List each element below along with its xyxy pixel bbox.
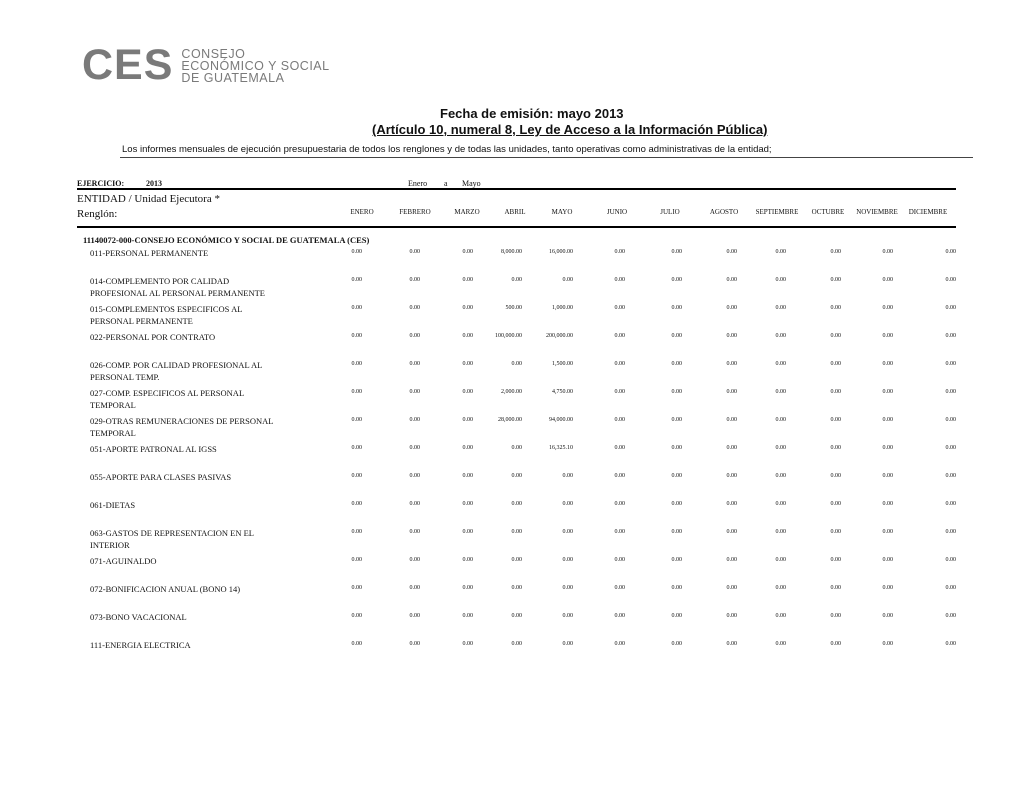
row-label: 051-APORTE PATRONAL AL IGSS — [90, 444, 217, 454]
issue-date-title: Fecha de emisión: mayo 2013 — [440, 106, 624, 121]
month-header: DICIEMBRE — [908, 208, 948, 216]
row-label: 071-AGUINALDO — [90, 556, 157, 566]
table-cell: 0.00 — [511, 361, 522, 367]
table-cell: 0.00 — [726, 333, 737, 339]
table-cell: 0.00 — [882, 249, 893, 255]
table-cell: 0.00 — [726, 473, 737, 479]
table-cell: 0.00 — [351, 277, 362, 283]
table-cell: 0.00 — [775, 417, 786, 423]
table-cell: 0.00 — [511, 557, 522, 563]
table-cell: 0.00 — [351, 641, 362, 647]
table-cell: 0.00 — [726, 361, 737, 367]
table-cell: 0.00 — [671, 557, 682, 563]
month-header: NOVIEMBRE — [856, 208, 898, 216]
table-cell: 0.00 — [562, 277, 573, 283]
row-label: 027-COMP. ESPECIFICOS AL PERSONAL TEMPORAL — [90, 388, 244, 410]
table-cell: 0.00 — [830, 473, 841, 479]
period-from: Enero — [408, 179, 428, 188]
table-cell: 0.00 — [562, 557, 573, 563]
table-cell: 0.00 — [830, 389, 841, 395]
table-cell: 0.00 — [882, 361, 893, 367]
table-cell: 0.00 — [409, 613, 420, 619]
table-cell: 0.00 — [409, 305, 420, 311]
table-cell: 0.00 — [562, 501, 573, 507]
table-cell: 0.00 — [462, 305, 473, 311]
table-cell: 0.00 — [726, 641, 737, 647]
table-cell: 0.00 — [351, 501, 362, 507]
table-cell: 0.00 — [409, 445, 420, 451]
table-cell: 0.00 — [351, 473, 362, 479]
table-cell: 0.00 — [882, 585, 893, 591]
table-cell: 0.00 — [462, 333, 473, 339]
table-cell: 8,000.00 — [501, 249, 522, 255]
table-cell: 0.00 — [614, 277, 625, 283]
table-cell: 0.00 — [351, 445, 362, 451]
table-cell: 0.00 — [671, 361, 682, 367]
table-cell: 0.00 — [351, 529, 362, 535]
table-cell: 0.00 — [462, 613, 473, 619]
table-cell: 0.00 — [726, 501, 737, 507]
period-separator: a — [444, 179, 448, 188]
table-cell: 0.00 — [351, 361, 362, 367]
table-cell: 2,000.00 — [501, 389, 522, 395]
table-cell: 0.00 — [511, 641, 522, 647]
table-cell: 0.00 — [945, 417, 956, 423]
table-cell: 0.00 — [462, 557, 473, 563]
table-cell: 0.00 — [351, 557, 362, 563]
table-cell: 0.00 — [409, 249, 420, 255]
table-cell: 0.00 — [830, 333, 841, 339]
row-label: 029-OTRAS REMUNERACIONES DE PERSONAL TEMPORAL — [90, 416, 274, 438]
table-cell: 0.00 — [409, 585, 420, 591]
table-cell: 0.00 — [775, 249, 786, 255]
table-cell: 0.00 — [882, 333, 893, 339]
table-cell: 0.00 — [726, 445, 737, 451]
month-header: ABRIL — [504, 208, 526, 216]
table-cell: 0.00 — [671, 333, 682, 339]
table-cell: 0.00 — [562, 529, 573, 535]
report-description: Los informes mensuales de ejecución presupuestaria de todos los renglones y de todas las unidades, tanto operativas como administrativas de la entidad; — [122, 144, 772, 155]
renglon-label: Renglón: — [77, 208, 118, 220]
table-cell: 0.00 — [562, 613, 573, 619]
table-cell: 0.00 — [945, 277, 956, 283]
row-label: 022-PERSONAL POR CONTRATO — [90, 332, 216, 342]
table-cell: 0.00 — [462, 641, 473, 647]
table-cell: 0.00 — [775, 361, 786, 367]
table-cell: 0.00 — [462, 277, 473, 283]
table-cell: 0.00 — [945, 473, 956, 479]
table-cell: 0.00 — [462, 585, 473, 591]
table-cell: 0.00 — [830, 501, 841, 507]
table-cell: 0.00 — [882, 473, 893, 479]
table-cell: 0.00 — [882, 277, 893, 283]
table-cell: 0.00 — [462, 249, 473, 255]
table-cell: 0.00 — [830, 613, 841, 619]
month-header: MAYO — [551, 208, 573, 216]
table-cell: 0.00 — [671, 417, 682, 423]
table-cell: 0.00 — [462, 417, 473, 423]
table-cell: 0.00 — [409, 361, 420, 367]
table-cell: 0.00 — [775, 333, 786, 339]
ejercicio-value: 2013 — [146, 179, 162, 188]
month-header: ENERO — [350, 208, 374, 216]
table-cell: 0.00 — [614, 501, 625, 507]
table-cell: 0.00 — [409, 529, 420, 535]
table-cell: 100,000.00 — [495, 333, 522, 339]
table-cell: 0.00 — [462, 473, 473, 479]
table-cell: 0.00 — [562, 641, 573, 647]
logo-text — [181, 48, 329, 84]
table-cell: 0.00 — [614, 361, 625, 367]
table-cell: 0.00 — [351, 585, 362, 591]
table-cell: 28,000.00 — [498, 417, 522, 423]
table-cell: 0.00 — [511, 445, 522, 451]
table-cell: 0.00 — [945, 333, 956, 339]
divider — [77, 188, 956, 190]
table-cell: 0.00 — [830, 361, 841, 367]
table-cell: 0.00 — [775, 305, 786, 311]
table-cell: 0.00 — [726, 305, 737, 311]
table-cell: 0.00 — [671, 613, 682, 619]
period-to: Mayo — [462, 179, 481, 188]
entity-name: 11140072-000-CONSEJO ECONÓMICO Y SOCIAL DE GUATEMALA (CES) — [83, 235, 370, 245]
table-cell: 0.00 — [882, 613, 893, 619]
table-cell: 0.00 — [882, 641, 893, 647]
table-cell: 0.00 — [830, 529, 841, 535]
table-cell: 0.00 — [882, 445, 893, 451]
table-cell: 1,500.00 — [552, 361, 573, 367]
month-header: FEBRERO — [399, 208, 431, 216]
row-label: 073-BONO VACACIONAL — [90, 612, 187, 622]
ces-logo — [82, 41, 330, 89]
divider — [77, 226, 956, 228]
table-cell: 0.00 — [775, 277, 786, 283]
table-cell: 0.00 — [511, 585, 522, 591]
row-label: 015-COMPLEMENTOS ESPECIFICOS AL PERSONAL PERMANENTE — [90, 304, 243, 326]
table-cell: 0.00 — [614, 613, 625, 619]
logo-mark: CES — [82, 41, 174, 89]
table-cell: 0.00 — [945, 445, 956, 451]
month-header: SEPTIEMBRE — [755, 208, 799, 216]
table-cell: 0.00 — [775, 501, 786, 507]
table-cell: 0.00 — [726, 585, 737, 591]
table-cell: 0.00 — [830, 445, 841, 451]
table-cell: 16,325.10 — [549, 445, 573, 451]
row-label: 011-PERSONAL PERMANENTE — [90, 248, 209, 258]
table-cell: 0.00 — [409, 389, 420, 395]
table-cell: 0.00 — [671, 641, 682, 647]
table-cell: 0.00 — [614, 585, 625, 591]
table-cell: 200,000.00 — [546, 333, 573, 339]
table-cell: 500.00 — [505, 305, 522, 311]
table-cell: 0.00 — [775, 585, 786, 591]
table-cell: 0.00 — [351, 389, 362, 395]
table-cell: 0.00 — [882, 557, 893, 563]
table-cell: 0.00 — [671, 249, 682, 255]
table-cell: 0.00 — [409, 277, 420, 283]
table-cell: 0.00 — [830, 277, 841, 283]
entidad-label: ENTIDAD / Unidad Ejecutora * — [77, 193, 220, 205]
table-cell: 0.00 — [614, 389, 625, 395]
table-cell: 0.00 — [945, 613, 956, 619]
table-cell: 0.00 — [671, 389, 682, 395]
table-cell: 0.00 — [562, 585, 573, 591]
table-cell: 0.00 — [462, 529, 473, 535]
table-cell: 0.00 — [351, 249, 362, 255]
table-cell: 0.00 — [409, 501, 420, 507]
table-cell: 0.00 — [671, 305, 682, 311]
table-cell: 0.00 — [830, 641, 841, 647]
table-cell: 0.00 — [945, 501, 956, 507]
table-cell: 4,750.00 — [552, 389, 573, 395]
month-header: JULIO — [660, 208, 680, 216]
law-article-subtitle: (Artículo 10, numeral 8, Ley de Acceso a la Información Pública) — [372, 122, 768, 137]
table-cell: 0.00 — [511, 277, 522, 283]
table-cell: 0.00 — [614, 417, 625, 423]
table-cell: 0.00 — [775, 557, 786, 563]
table-cell: 0.00 — [882, 501, 893, 507]
table-cell: 0.00 — [511, 501, 522, 507]
table-cell: 0.00 — [462, 445, 473, 451]
table-cell: 0.00 — [882, 529, 893, 535]
table-cell: 0.00 — [945, 389, 956, 395]
table-cell: 0.00 — [409, 473, 420, 479]
table-cell: 0.00 — [511, 613, 522, 619]
table-cell: 0.00 — [945, 557, 956, 563]
table-cell: 0.00 — [614, 557, 625, 563]
row-label: 061-DIETAS — [90, 500, 136, 510]
table-cell: 0.00 — [882, 305, 893, 311]
row-label: 014-COMPLEMENTO POR CALIDAD PROFESIONAL AL PERSONAL PERMANENTE — [90, 276, 265, 298]
table-cell: 0.00 — [726, 417, 737, 423]
table-cell: 0.00 — [614, 529, 625, 535]
table-cell: 0.00 — [614, 305, 625, 311]
table-cell: 0.00 — [945, 361, 956, 367]
table-cell: 0.00 — [945, 529, 956, 535]
table-cell: 0.00 — [830, 249, 841, 255]
table-cell: 0.00 — [614, 473, 625, 479]
month-header: AGOSTO — [709, 208, 739, 216]
table-cell: 0.00 — [511, 529, 522, 535]
table-cell: 0.00 — [726, 529, 737, 535]
table-cell: 0.00 — [614, 641, 625, 647]
table-cell: 0.00 — [945, 305, 956, 311]
table-cell: 0.00 — [671, 445, 682, 451]
table-cell: 0.00 — [409, 641, 420, 647]
table-cell: 0.00 — [775, 529, 786, 535]
month-header: JUNIO — [606, 208, 628, 216]
table-cell: 0.00 — [945, 585, 956, 591]
table-cell: 0.00 — [351, 417, 362, 423]
row-label: 063-GASTOS DE REPRESENTACION EN EL INTERIOR — [90, 528, 254, 550]
table-cell: 0.00 — [830, 305, 841, 311]
table-cell: 0.00 — [726, 277, 737, 283]
table-cell: 0.00 — [882, 417, 893, 423]
table-cell: 0.00 — [614, 445, 625, 451]
ejercicio-label: EJERCICIO: — [77, 179, 125, 188]
table-cell: 0.00 — [830, 585, 841, 591]
table-cell: 0.00 — [562, 473, 573, 479]
table-cell: 0.00 — [351, 613, 362, 619]
table-cell: 0.00 — [775, 641, 786, 647]
table-cell: 0.00 — [409, 557, 420, 563]
table-cell: 0.00 — [775, 389, 786, 395]
month-header: OCTUBRE — [811, 208, 845, 216]
logo-line: CONSEJO — [181, 46, 246, 61]
table-cell: 0.00 — [511, 473, 522, 479]
table-cell: 0.00 — [671, 277, 682, 283]
table-cell: 0.00 — [462, 501, 473, 507]
table-cell: 0.00 — [945, 641, 956, 647]
table-cell: 0.00 — [351, 333, 362, 339]
table-cell: 0.00 — [462, 361, 473, 367]
table-cell: 0.00 — [830, 417, 841, 423]
table-cell: 0.00 — [775, 613, 786, 619]
table-cell: 0.00 — [775, 445, 786, 451]
table-cell: 0.00 — [945, 249, 956, 255]
table-cell: 0.00 — [409, 333, 420, 339]
table-cell: 0.00 — [726, 249, 737, 255]
table-cell: 16,000.00 — [549, 249, 573, 255]
table-cell: 0.00 — [462, 389, 473, 395]
table-cell: 0.00 — [351, 305, 362, 311]
month-header: MARZO — [454, 208, 480, 216]
logo-line: DE GUATEMALA — [181, 70, 285, 85]
logo-line: ECONÓMICO Y SOCIAL — [181, 58, 330, 73]
row-label: 072-BONIFICACION ANUAL (BONO 14) — [90, 584, 241, 594]
table-cell: 0.00 — [671, 585, 682, 591]
table-cell: 0.00 — [830, 557, 841, 563]
table-cell: 94,000.00 — [549, 417, 573, 423]
row-label: 026-COMP. POR CALIDAD PROFESIONAL AL PERSONAL TEMP. — [90, 360, 262, 382]
divider — [120, 157, 973, 158]
table-cell: 0.00 — [614, 249, 625, 255]
table-cell: 0.00 — [775, 473, 786, 479]
table-cell: 1,000.00 — [552, 305, 573, 311]
table-cell: 0.00 — [671, 529, 682, 535]
table-cell: 0.00 — [614, 333, 625, 339]
table-cell: 0.00 — [726, 613, 737, 619]
row-label: 055-APORTE PARA CLASES PASIVAS — [90, 472, 232, 482]
table-cell: 0.00 — [671, 501, 682, 507]
table-cell: 0.00 — [671, 473, 682, 479]
table-cell: 0.00 — [409, 417, 420, 423]
table-cell: 0.00 — [882, 389, 893, 395]
table-cell: 0.00 — [726, 557, 737, 563]
row-label: 111-ENERGIA ELECTRICA — [90, 640, 191, 650]
table-cell: 0.00 — [726, 389, 737, 395]
